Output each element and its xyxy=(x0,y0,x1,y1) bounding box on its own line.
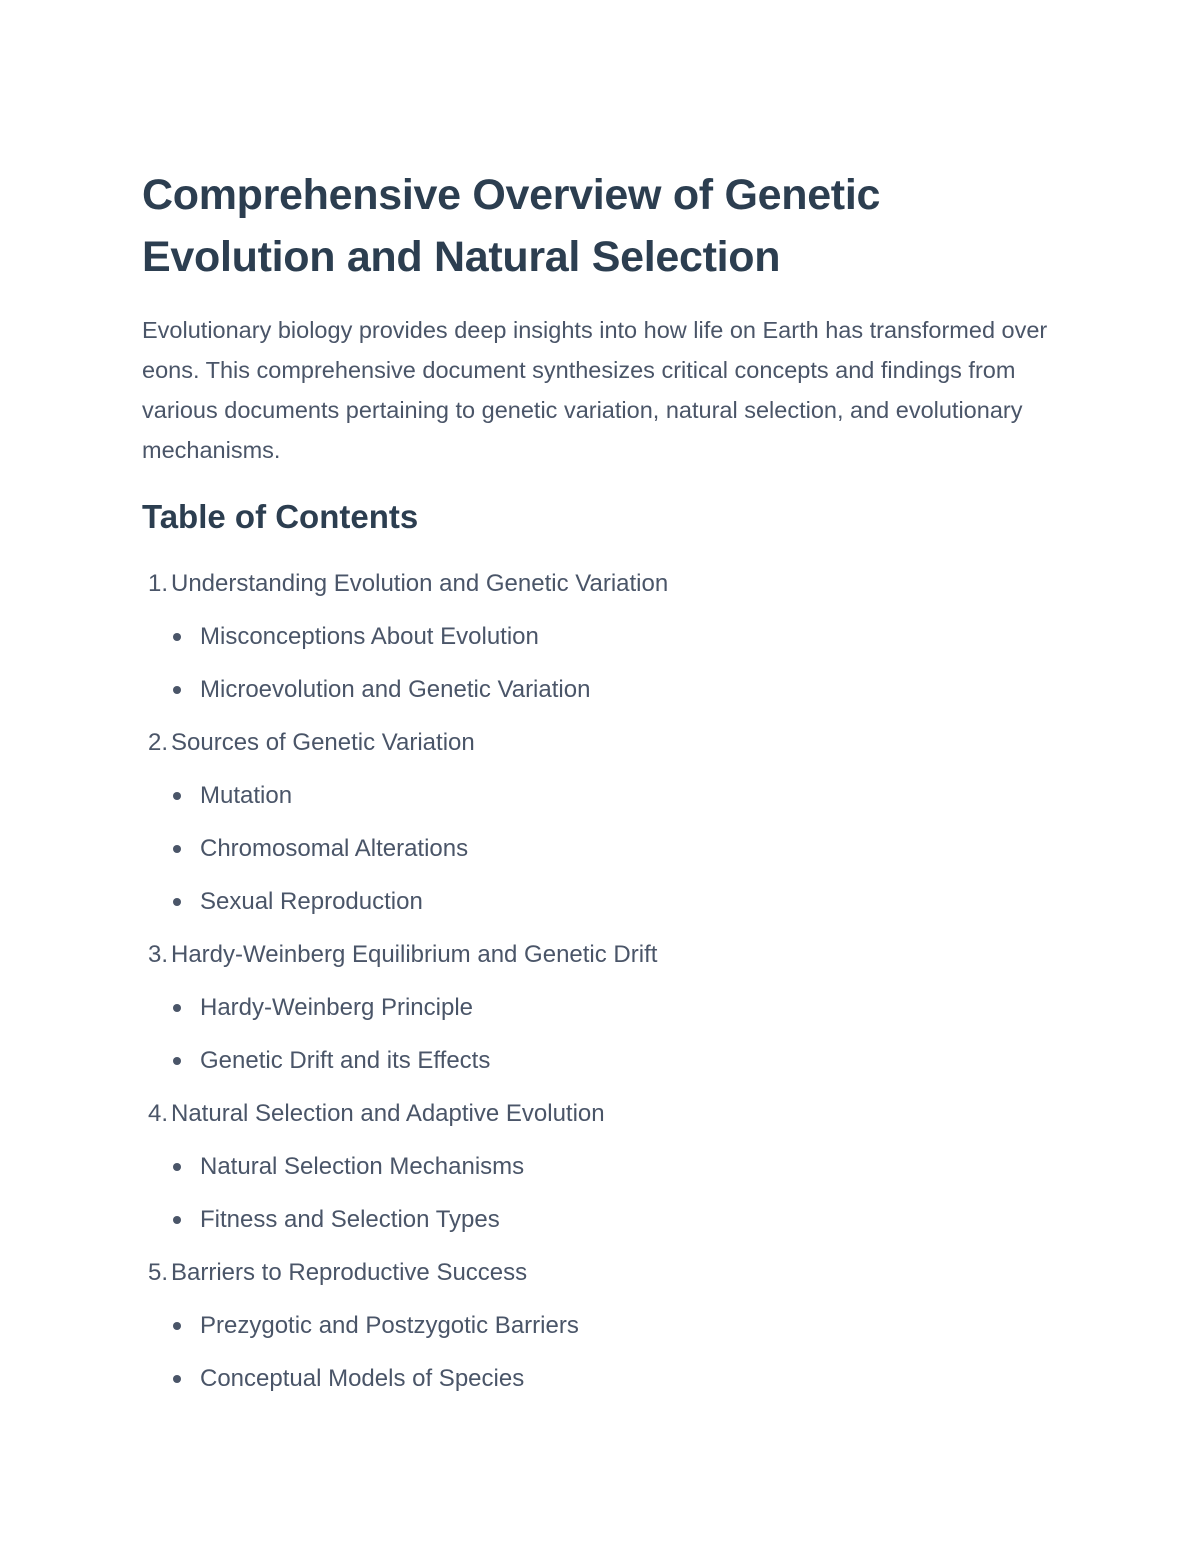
bullet-icon xyxy=(173,686,181,694)
bullet-icon xyxy=(173,1163,181,1171)
bullet-icon xyxy=(173,633,181,641)
toc-subsection[interactable] xyxy=(142,663,1072,716)
document-page xyxy=(142,164,1072,1405)
table-of-contents xyxy=(142,557,1072,1405)
subsection-label: Microevolution and Genetic Variation xyxy=(200,676,591,703)
toc-subsection[interactable] xyxy=(142,769,1072,822)
toc-section[interactable] xyxy=(142,928,1072,981)
section-label: Hardy-Weinberg Equilibrium and Genetic Drift xyxy=(171,941,658,968)
bullet-icon xyxy=(173,1216,181,1224)
subsection-label: Prezygotic and Postzygotic Barriers xyxy=(200,1312,579,1339)
document-title: Comprehensive Overview of Genetic Evolution and Natural Selection xyxy=(142,171,881,281)
toc-section[interactable] xyxy=(142,1087,1072,1140)
bullet-icon xyxy=(173,1375,181,1383)
bullet-icon xyxy=(173,845,181,853)
bullet-icon xyxy=(173,898,181,906)
toc-section[interactable] xyxy=(142,1246,1072,1299)
section-number: 1. xyxy=(147,570,168,597)
subsection-label: Conceptual Models of Species xyxy=(200,1365,525,1392)
section-label: Sources of Genetic Variation xyxy=(171,729,475,756)
subsection-label: Genetic Drift and its Effects xyxy=(200,1047,491,1074)
section-label: Understanding Evolution and Genetic Variation xyxy=(171,570,669,597)
toc-subsection[interactable] xyxy=(142,1140,1072,1193)
bullet-icon xyxy=(173,1322,181,1330)
toc-subsection[interactable] xyxy=(142,1352,1072,1405)
toc-subsection[interactable] xyxy=(142,1193,1072,1246)
toc-subsection[interactable] xyxy=(142,875,1072,928)
subsection-label: Sexual Reproduction xyxy=(200,888,423,915)
subsection-label: Fitness and Selection Types xyxy=(200,1206,500,1233)
bullet-icon xyxy=(173,792,181,800)
toc-section[interactable] xyxy=(142,716,1072,769)
subsection-label: Natural Selection Mechanisms xyxy=(200,1153,525,1180)
toc-subsection[interactable] xyxy=(142,1299,1072,1352)
section-number: 3. xyxy=(147,941,168,968)
toc-subsection[interactable] xyxy=(142,610,1072,663)
section-label: Barriers to Reproductive Success xyxy=(171,1259,528,1286)
toc-subsection[interactable] xyxy=(142,822,1072,875)
intro-paragraph: Evolutionary biology provides deep insights into how life on Earth has transformed over eons. This comprehensive document synthesizes critical concepts and findings from various documents pertaining to genetic variation, natural selection, and evolutionary mechanisms. xyxy=(142,317,1048,463)
bullet-icon xyxy=(173,1004,181,1012)
section-label: Natural Selection and Adaptive Evolution xyxy=(171,1100,605,1127)
subsection-label: Chromosomal Alterations xyxy=(200,835,469,862)
toc-section[interactable] xyxy=(142,557,1072,610)
section-number: 5. xyxy=(147,1259,168,1286)
section-number: 4. xyxy=(147,1100,168,1127)
subsection-label: Mutation xyxy=(200,782,293,809)
toc-subsection[interactable] xyxy=(142,1034,1072,1087)
subsection-label: Misconceptions About Evolution xyxy=(200,623,539,650)
section-number: 2. xyxy=(147,729,168,756)
toc-subsection[interactable] xyxy=(142,981,1072,1034)
subsection-label: Hardy-Weinberg Principle xyxy=(200,994,473,1021)
toc-heading: Table of Contents xyxy=(142,498,419,535)
bullet-icon xyxy=(173,1057,181,1065)
